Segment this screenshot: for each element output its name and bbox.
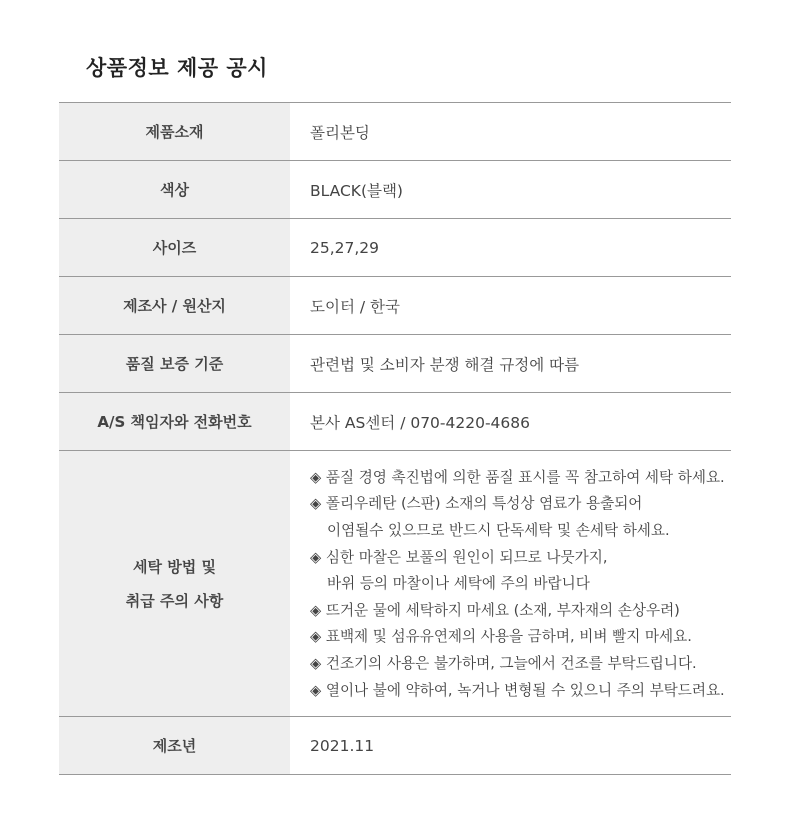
table-row — [59, 277, 731, 335]
list-item: 바위 등의 마찰이나 세탁에 주의 바랍니다 — [327, 575, 590, 593]
row-label-manufacturer: 제조사 / 원산지 — [59, 277, 290, 335]
page-title: 상품정보 제공 공시 — [86, 56, 268, 80]
row-value-material: 폴리본딩 — [290, 103, 731, 161]
row-label-as-contact: A/S 책임자와 전화번호 — [59, 393, 290, 451]
table-row — [59, 451, 731, 717]
row-value-manufacturer: 도이터 / 한국 — [290, 277, 731, 335]
washing-label-line2: 취급 주의 사항 — [125, 591, 224, 610]
row-label-quality: 품질 보증 기준 — [59, 335, 290, 393]
list-item: ◈ 건조기의 사용은 불가하며, 그늘에서 건조를 부탁드립니다. — [310, 654, 697, 672]
row-label-color: 색상 — [59, 161, 290, 219]
row-value-manufacture-date: 2021.11 — [290, 717, 731, 775]
washing-instructions — [310, 463, 731, 704]
row-value-size: 25,27,29 — [290, 219, 731, 277]
washing-label-line1: 세탁 방법 및 — [133, 557, 216, 576]
list-item: ◈ 심한 마찰은 보풀의 원인이 되므로 나뭇가지, — [310, 548, 608, 566]
list-item: ◈ 열이나 불에 약하여, 녹거나 변형될 수 있으니 주의 부탁드려요. — [310, 681, 725, 699]
row-label-size: 사이즈 — [59, 219, 290, 277]
table-row — [59, 161, 731, 219]
table-row — [59, 393, 731, 451]
list-item: ◈ 품질 경영 촉진법에 의한 품질 표시를 꼭 참고하여 세탁 하세요. — [310, 468, 725, 486]
row-label-washing — [59, 451, 290, 717]
row-label-material: 제품소재 — [59, 103, 290, 161]
table-row — [59, 219, 731, 277]
row-value-color: BLACK(블랙) — [290, 161, 731, 219]
list-item: ◈ 뜨거운 물에 세탁하지 마세요 (소재, 부자재의 손상우려) — [310, 601, 680, 619]
list-item: 이염될수 있으므로 반드시 단독세탁 및 손세탁 하세요. — [327, 522, 670, 540]
table-row — [59, 717, 731, 775]
table-row — [59, 335, 731, 393]
row-value-as-contact: 본사 AS센터 / 070-4220-4686 — [290, 393, 731, 451]
row-value-washing — [290, 451, 731, 717]
product-info-table — [59, 102, 731, 775]
row-label-manufacture-date: 제조년 — [59, 717, 290, 775]
list-item: ◈ 폴리우레탄 (스판) 소재의 특성상 염료가 용출되어 — [310, 495, 643, 513]
list-item: ◈ 표백제 및 섬유유연제의 사용을 금하며, 비벼 빨지 마세요. — [310, 628, 692, 646]
table-row — [59, 103, 731, 161]
row-value-quality: 관련법 및 소비자 분쟁 해결 규정에 따름 — [290, 335, 731, 393]
